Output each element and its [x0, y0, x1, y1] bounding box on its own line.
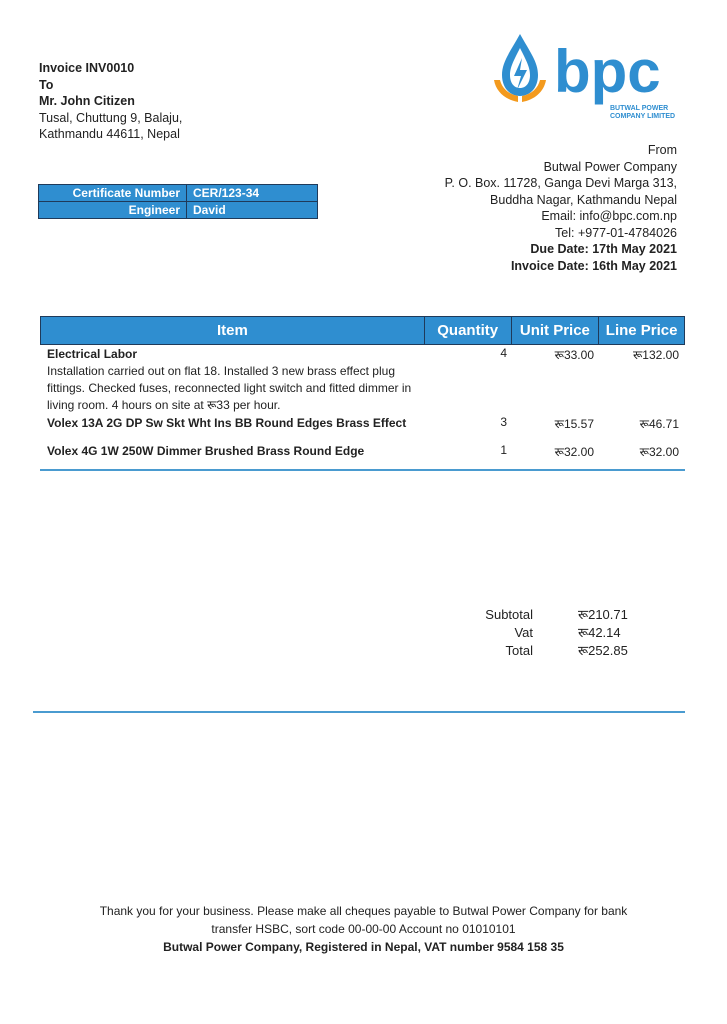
sender-block [445, 142, 677, 274]
item-line-price: रू46.71 [639, 417, 679, 431]
from-label: From [647, 143, 677, 157]
totals-block [470, 606, 648, 660]
bpc-logo-icon [492, 30, 682, 125]
item-cell [47, 346, 417, 414]
header-line-price: Line Price [605, 322, 678, 339]
item-cell [47, 443, 447, 460]
header-quantity: Quantity [425, 317, 512, 344]
item-qty: 1 [500, 443, 507, 457]
item-unit-price: रू15.57 [554, 417, 594, 431]
company-logo [492, 30, 682, 125]
from-address2: Buddha Nagar, Kathmandu Nepal [490, 192, 677, 207]
vat-label: Vat [514, 625, 533, 640]
customer-address-line2: Kathmandu 44611, Nepal [39, 127, 180, 141]
item-title: Volex 13A 2G DP Sw Skt Wht Ins BB Round Edges Brass Effect [47, 416, 407, 430]
footer-line1: Thank you for your business. Please make all cheques payable to Butwal Power Company for bank [99, 904, 628, 918]
footer-line2: transfer HSBC, sort code 00-00-00 Account no 01010101 [211, 922, 516, 936]
certificate-table [38, 184, 318, 219]
engineer-value: David [187, 202, 318, 219]
vat-row [470, 624, 648, 642]
due-date: Due Date: 17th May 2021 [530, 242, 677, 256]
from-company: Butwal Power Company [543, 159, 677, 174]
invoice-number: Invoice INV0010 [39, 61, 135, 75]
certificate-number-label: Certificate Number [39, 185, 187, 202]
item-cell [47, 415, 447, 432]
item-unit-price: रू33.00 [554, 348, 594, 362]
subtotal-value: रू210.71 [578, 607, 628, 622]
item-line-price: रू132.00 [632, 348, 679, 362]
item-title: Volex 4G 1W 250W Dimmer Brushed Brass Round Edge [47, 444, 365, 458]
item-description: Installation carried out on flat 18. Installed 3 new brass effect plug fittings. Checked fuses, reconnected light switch and fitted dimmer in living room. 4 hours on site at रू33 per hour. [47, 364, 412, 412]
customer-name: Mr. John Citizen [39, 94, 135, 108]
footer-line3: Butwal Power Company, Registered in Nepal, VAT number 9584 158 35 [163, 940, 564, 954]
table-row [47, 415, 679, 435]
recipient-block [39, 60, 182, 143]
from-address1: P. O. Box. 11728, Ganga Devi Marga 313, [444, 176, 677, 190]
subtotal-label: Subtotal [485, 607, 533, 622]
total-value: रू252.85 [578, 643, 628, 658]
table-divider [40, 469, 685, 471]
table-row [47, 346, 679, 416]
svg-text:bpc: bpc [554, 38, 661, 105]
items-table-header [40, 316, 685, 345]
engineer-label: Engineer [39, 202, 187, 219]
header-unit-price: Unit Price [512, 317, 600, 344]
customer-address-line1: Tusal, Chuttung 9, Balaju, [39, 110, 183, 125]
header-item: Item [41, 317, 425, 344]
certificate-number-value: CER/123-34 [187, 185, 318, 202]
item-title: Electrical Labor [47, 347, 138, 361]
total-row [470, 642, 648, 660]
from-email: Email: info@bpc.com.np [541, 209, 677, 223]
svg-text:COMPANY LIMITED: COMPANY LIMITED [610, 113, 676, 120]
item-line-price: रू32.00 [639, 445, 679, 459]
from-tel: Tel: +977-01-4784026 [555, 225, 677, 240]
invoice-date: Invoice Date: 16th May 2021 [510, 258, 677, 273]
subtotal-row [470, 606, 648, 624]
item-qty: 4 [500, 346, 507, 360]
item-unit-price: रू32.00 [554, 445, 594, 459]
vat-value: रू42.14 [578, 625, 621, 640]
total-label: Total [505, 643, 533, 658]
svg-text:BUTWAL POWER: BUTWAL POWER [610, 105, 669, 112]
totals-divider [33, 711, 685, 713]
item-qty: 3 [500, 415, 507, 429]
table-row [47, 443, 679, 463]
footer [0, 902, 727, 956]
to-label: To [39, 77, 54, 92]
